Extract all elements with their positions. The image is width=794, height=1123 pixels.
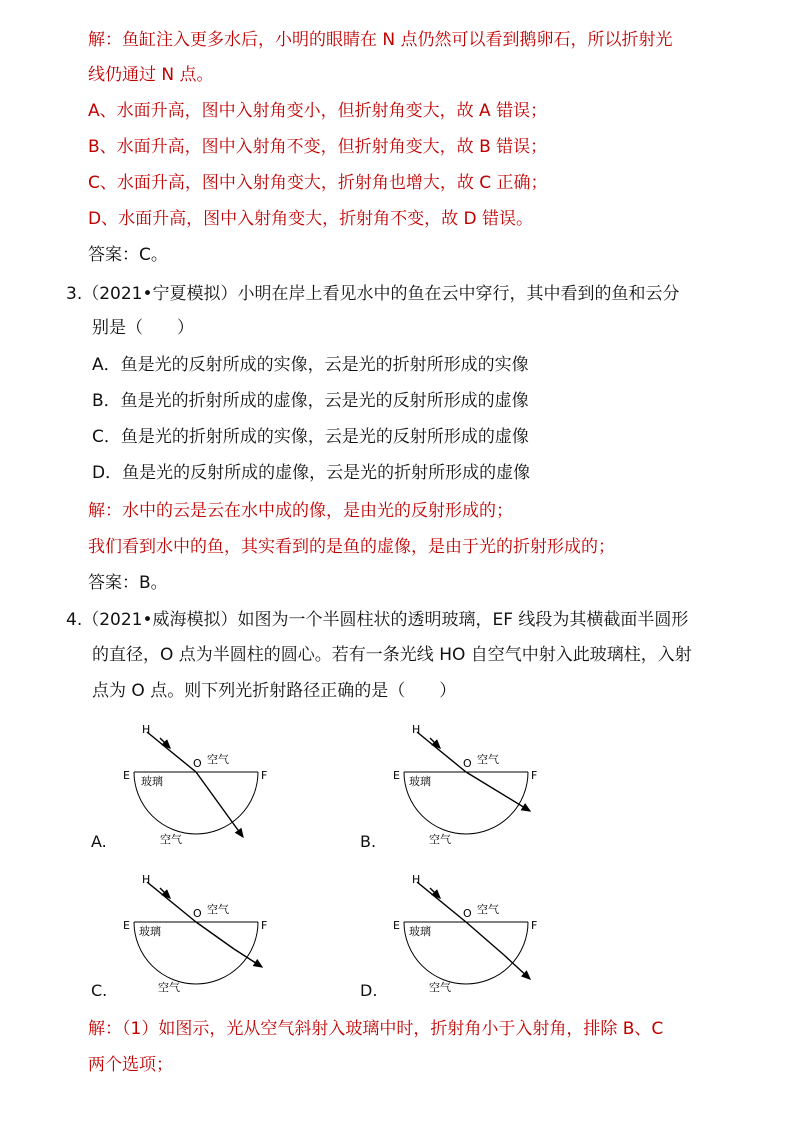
label-f: F (261, 919, 268, 932)
label-o: O (193, 907, 202, 920)
q4-stem-line1: 4.（2021•威海模拟）如图为一个半圆柱状的透明玻璃，EF 线段为其横截面半圆形 (66, 610, 689, 630)
label-glass: 玻璃 (409, 925, 431, 938)
prev-answer: 答案：C。 (88, 245, 168, 265)
prev-solution-option-c: C、水面升高，图中入射角变大，折射角也增大，故 C 正确； (88, 173, 548, 193)
diagram-a (110, 715, 300, 849)
q3-stem-line1: 3.（2021•宁夏模拟）小明在岸上看见水中的鱼在云中穿行，其中看到的鱼和云分 (66, 284, 680, 304)
label-o: O (463, 757, 472, 770)
diagram-a-label: A. (91, 832, 107, 851)
label-air-top: 空气 (477, 903, 499, 916)
q3-solution-line1: 解：水中的云是云在水中成的像，是由光的反射形成的； (88, 501, 513, 521)
label-air-bottom: 空气 (429, 833, 451, 845)
prev-solution-option-b: B、水面升高，图中入射角不变，但折射角变大，故 B 错误； (88, 137, 548, 157)
diagram-d (380, 865, 570, 999)
q3-option-c: C．鱼是光的折射所成的实像，云是光的反射所形成的虚像 (92, 427, 529, 447)
q4-solution-line1: 解：（1）如图示，光从空气斜射入玻璃中时，折射角小于入射角，排除 B、C (88, 1019, 664, 1039)
q4-stem-line3: 点为 O 点。则下列光折射路径正确的是（ ） (92, 681, 457, 701)
prev-solution-option-d: D、水面升高，图中入射角变大，折射角不变，故 D 错误。 (88, 209, 533, 229)
label-e: E (393, 919, 400, 932)
label-h: H (142, 723, 151, 736)
label-f: F (261, 769, 268, 782)
label-f: F (531, 919, 538, 932)
diagram-d-label: D. (360, 981, 378, 1000)
q3-stem-line2: 别是（ ） (92, 318, 194, 338)
label-air-top: 空气 (477, 753, 499, 766)
label-e: E (123, 919, 130, 932)
label-h: H (412, 873, 421, 886)
prev-solution-line2: 线仍通过 N 点。 (88, 65, 214, 85)
diagram-c (110, 865, 300, 999)
q3-solution-line2: 我们看到水中的鱼，其实看到的是鱼的虚像，是由于光的折射形成的； (88, 537, 615, 557)
q3-option-d: D．鱼是光的反射所成的虚像，云是光的折射所形成的虚像 (92, 463, 531, 483)
diagram-b (380, 715, 570, 849)
diagram-b-label: B. (360, 832, 377, 851)
label-air-top: 空气 (207, 753, 229, 766)
label-o: O (193, 757, 202, 770)
label-e: E (123, 769, 130, 782)
label-air-bottom: 空气 (429, 981, 451, 994)
diagram-c-label: C. (91, 981, 108, 1000)
prev-solution-line1: 解：鱼缸注入更多水后，小明的眼睛在 N 点仍然可以看到鹅卵石，所以折射光 (88, 30, 673, 50)
label-glass: 玻璃 (141, 775, 163, 788)
label-o: O (463, 907, 472, 920)
q4-stem-line2: 的直径，O 点为半圆柱的圆心。若有一条光线 HO 自空气中射入此玻璃柱，入射 (92, 645, 692, 665)
prev-solution-option-a: A、水面升高，图中入射角变小，但折射角变大，故 A 错误； (88, 101, 548, 121)
q3-option-b: B．鱼是光的折射所成的虚像，云是光的反射所形成的虚像 (92, 391, 529, 411)
label-f: F (531, 769, 538, 782)
q3-option-a: A．鱼是光的反射所成的实像，云是光的折射所形成的实像 (92, 355, 529, 375)
q4-solution-line2: 两个选项； (88, 1055, 173, 1075)
label-glass: 玻璃 (139, 925, 161, 938)
label-air-bottom: 空气 (158, 981, 180, 994)
label-h: H (142, 873, 151, 886)
label-air-bottom: 空气 (160, 833, 182, 845)
label-h: H (412, 723, 421, 736)
label-glass: 玻璃 (409, 775, 431, 788)
q3-answer: 答案：B。 (88, 573, 168, 593)
label-e: E (393, 769, 400, 782)
label-air-top: 空气 (207, 903, 229, 916)
